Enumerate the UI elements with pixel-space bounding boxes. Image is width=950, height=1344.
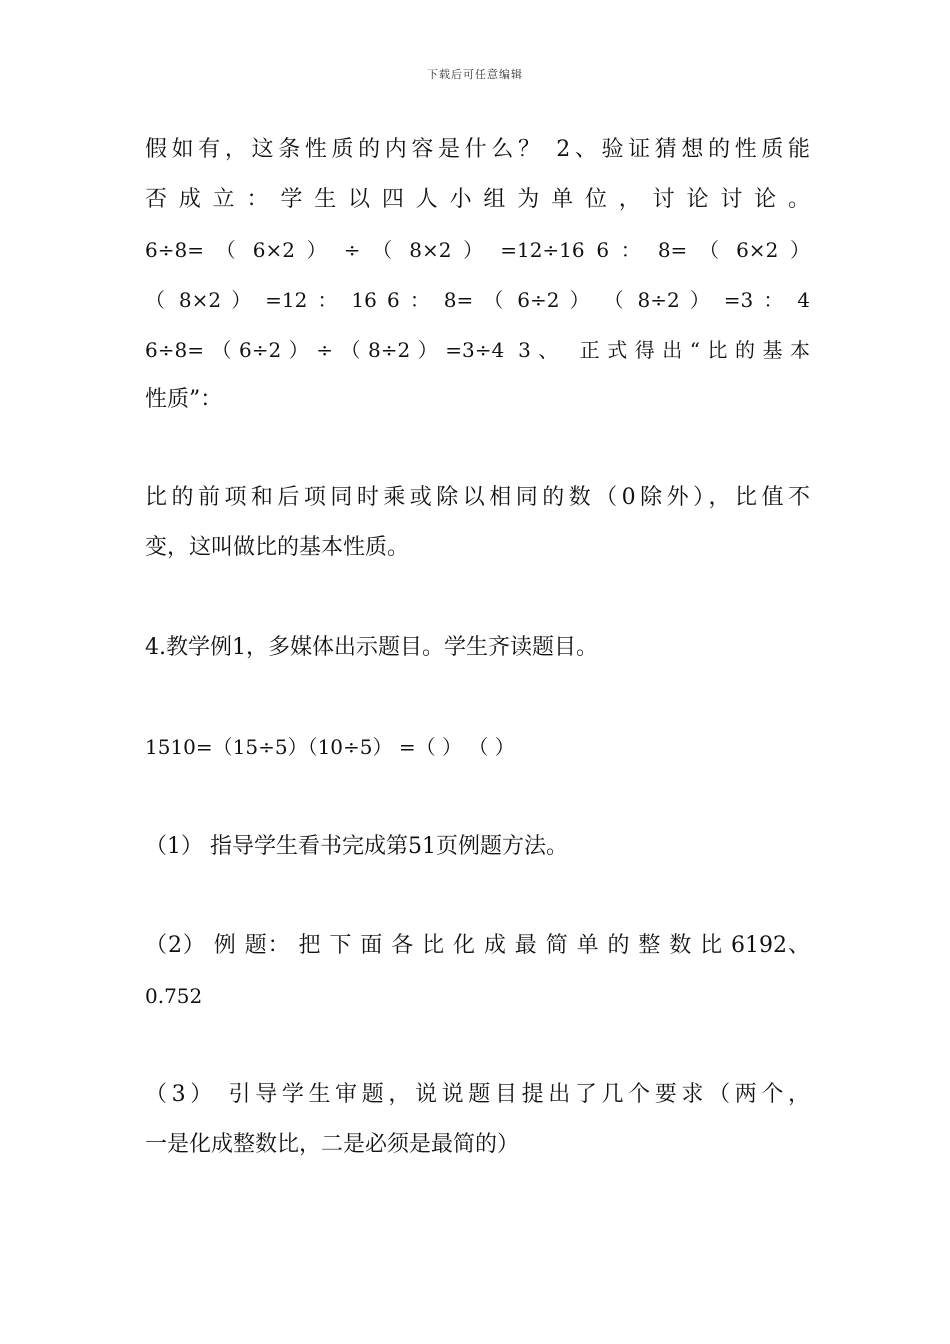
text-line-3: 6÷8= （ 6×2 ） ÷ （ 8×2 ） =12÷16 6 ： 8= （ 6×2 ） [145,238,810,262]
text-line-12: （2） 例 题： 把 下 面 各 比 化 成 最 简 单 的 整 数 比 6192、 [145,933,810,958]
text-line-1: 假如有，这条性质的内容是什么？ 2、验证猜想的性质能 [145,137,810,162]
text-line-15: 一是化成整数比，二是必须是最简的） [145,1132,520,1157]
page-header-note: 下载后可任意编辑 [427,68,523,81]
text-line-13: 0.752 [145,984,203,1008]
text-line-2: 否 成 立 ： 学 生 以 四 人 小 组 为 单 位 ， 讨 论 讨 论 。 [145,187,810,212]
text-line-6: 性质”： [145,387,223,412]
text-line-7: 比的前项和后项同时乘或除以相同的数（0除外），比值不 [145,485,810,510]
text-line-11: （1） 指导学生看书完成第51页例题方法。 [145,834,568,859]
text-line-14: （3） 引导学生审题，说说题目提出了几个要求（两个， [145,1082,810,1107]
text-line-8: 变，这叫做比的基本性质。 [145,535,410,560]
text-line-4: （ 8×2 ） =12 ： 16 6 ： 8= （ 6÷2 ） （ 8÷2 ） =3 ： 4 [145,288,810,312]
text-line-9: 4.教学例1，多媒体出示题目。学生齐读题目。 [145,635,598,660]
text-line-5: 6÷8=（6÷2）÷（8÷2）=3÷4 3、 正式得出“比的基本 [145,338,810,362]
text-line-10: 1510=（15÷5）（10÷5） =（ ） （ ） [145,735,515,759]
